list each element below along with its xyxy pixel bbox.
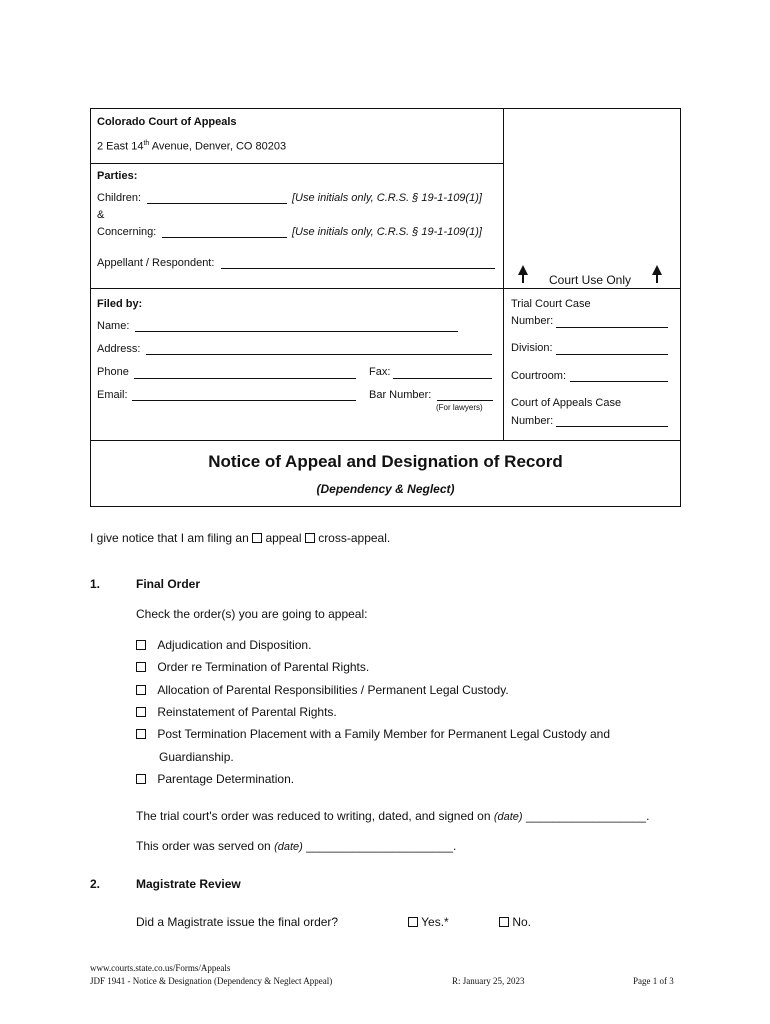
initials-note-1: [Use initials only, C.R.S. § 19-1-109(1)] (292, 192, 482, 204)
option-continuation: Guardianship. (159, 750, 234, 764)
court-name: Colorado Court of Appeals (97, 116, 237, 128)
trial-case-label: Trial Court Case (511, 298, 591, 310)
children-field[interactable] (147, 203, 287, 204)
no-option: No. (499, 915, 531, 929)
bar-number-field[interactable] (437, 400, 493, 401)
date-field-served[interactable]: ______________________. (306, 839, 457, 853)
division-label: Division: (511, 342, 553, 354)
concerning-field[interactable] (162, 237, 287, 238)
footer-revision: R: January 25, 2023 (452, 976, 525, 986)
yes-option: Yes.* (408, 915, 449, 929)
fax-label: Fax: (369, 366, 391, 378)
name-label: Name: (97, 320, 130, 332)
address-label: Address: (97, 343, 141, 355)
caption-box (90, 108, 681, 507)
divider-title (90, 440, 681, 441)
cross-appeal-checkbox[interactable] (305, 533, 315, 543)
for-lawyers-note: (For lawyers) (436, 403, 483, 412)
appeals-case-label: Court of Appeals Case (511, 397, 622, 409)
footer-page: Page 1 of 3 (633, 976, 674, 986)
email-label: Email: (97, 389, 128, 401)
arrow-stem-left (522, 274, 524, 283)
option-checkbox-adjudication[interactable] (136, 640, 146, 650)
address-field[interactable] (146, 354, 492, 355)
phone-field[interactable] (134, 378, 356, 379)
section1-heading: Final Order (136, 577, 201, 591)
footer-form-id: JDF 1941 - Notice & Designation (Dependency & Neglect Appeal) (90, 976, 333, 986)
order-option: Parentage Determination. (136, 772, 294, 786)
option-checkbox-allocation[interactable] (136, 685, 146, 695)
concerning-label: Concerning: (97, 226, 157, 238)
phone-label: Phone (97, 366, 129, 378)
section1-instruction: Check the order(s) you are going to appeal: (136, 607, 368, 621)
ampersand: & (97, 209, 105, 221)
order-option: Allocation of Parental Responsibilities / Permanent Legal Custody. (136, 683, 509, 697)
order-option: Order re Termination of Parental Rights. (136, 660, 369, 674)
arrow-stem-right (656, 274, 658, 283)
court-use-only: Court Use Only (549, 273, 632, 287)
page-title: Notice of Appeal and Designation of Record (208, 452, 563, 471)
date-field-signed[interactable]: __________________. (525, 809, 650, 823)
appeals-number-field[interactable] (556, 426, 668, 427)
appeals-number-label: Number: (511, 415, 554, 427)
divider-court-parties (90, 163, 504, 164)
caption-vertical-divider (503, 108, 504, 440)
notice-intro: I give notice that I am filing an (90, 531, 249, 545)
division-field[interactable] (556, 354, 668, 355)
option-checkbox-reinstatement[interactable] (136, 707, 146, 717)
option-checkbox-parentage[interactable] (136, 774, 146, 784)
magistrate-question: Did a Magistrate issue the final order? (136, 915, 339, 929)
appellant-field[interactable] (221, 268, 495, 269)
cross-appeal-label: cross-appeal. (318, 531, 391, 545)
courtroom-label: Courtroom: (511, 370, 567, 382)
footer-url: www.courts.state.co.us/Forms/Appeals (90, 963, 231, 973)
order-option: Post Termination Placement with a Family Member for Permanent Legal Custody and (136, 727, 610, 741)
yes-checkbox[interactable] (408, 917, 418, 927)
fax-field[interactable] (393, 378, 492, 379)
page-subtitle: (Dependency & Neglect) (316, 482, 455, 496)
reduced-line: The trial court's order was reduced to writing, dated, and signed on (date) __________________. (136, 809, 650, 823)
notice-line (90, 531, 390, 545)
appeal-label: appeal (265, 531, 302, 545)
parties-label: Parties: (97, 170, 138, 182)
email-field[interactable] (132, 400, 356, 401)
order-option: Reinstatement of Parental Rights. (136, 705, 337, 719)
trial-number-label: Number: (511, 315, 554, 327)
trial-number-field[interactable] (556, 327, 668, 328)
section1-number: 1. (90, 577, 101, 591)
option-checkbox-placement[interactable] (136, 729, 146, 739)
divider-parties-filed (90, 288, 681, 289)
appeal-checkbox[interactable] (252, 533, 262, 543)
initials-note-2: [Use initials only, C.R.S. § 19-1-109(1)] (292, 226, 482, 238)
section2-number: 2. (90, 877, 101, 891)
court-address: 2 East 14th Avenue, Denver, CO 80203 (97, 140, 287, 153)
name-field[interactable] (135, 331, 458, 332)
order-option: Adjudication and Disposition. (136, 638, 311, 652)
courtroom-field[interactable] (570, 381, 668, 382)
children-label: Children: (97, 192, 142, 204)
appellant-label: Appellant / Respondent: (97, 257, 215, 269)
bar-number-label: Bar Number: (369, 389, 432, 401)
section2-heading: Magistrate Review (136, 877, 241, 891)
filed-by-label: Filed by: (97, 298, 143, 310)
served-line: This order was served on (date) ______________________. (136, 839, 457, 853)
no-checkbox[interactable] (499, 917, 509, 927)
option-checkbox-termination[interactable] (136, 662, 146, 672)
